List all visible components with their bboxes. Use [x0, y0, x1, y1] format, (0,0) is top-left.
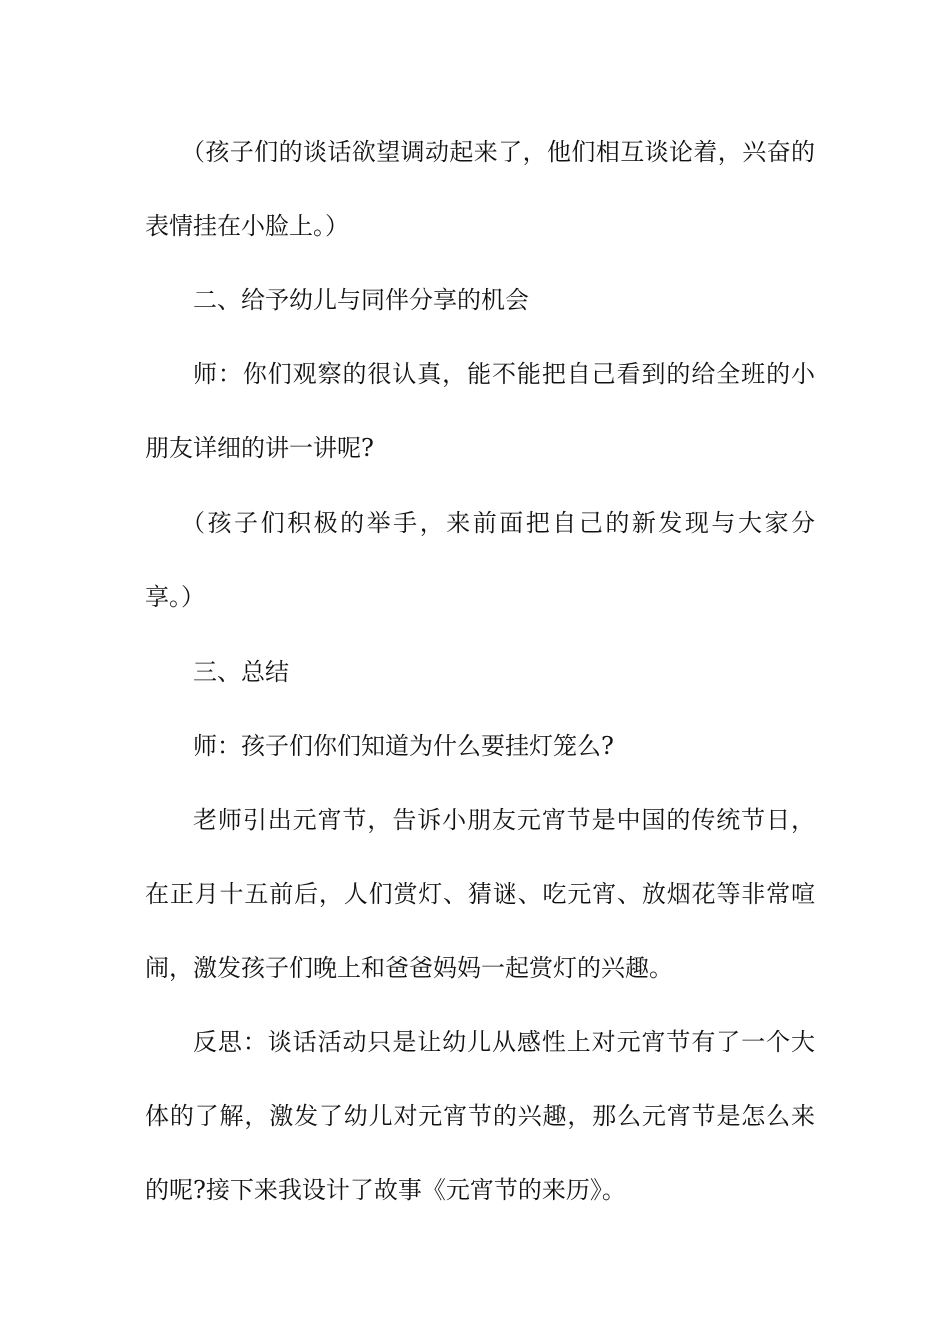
paragraph-line: （孩子们的谈话欲望调动起来了，他们相互谈论着，兴奋的 [181, 138, 815, 166]
section-heading: 二、给予幼儿与同伴分享的机会 [193, 286, 529, 314]
paragraph-line: 师：你们观察的很认真，能不能把自己看到的给全班的小 [193, 360, 815, 388]
section-heading: 三、总结 [193, 658, 289, 686]
paragraph-line: （孩子们积极的举手，来前面把自己的新发现与大家分 [181, 509, 815, 537]
paragraph-line: 朋友详细的讲一讲呢? [145, 434, 374, 462]
paragraph-line: 享。） [145, 583, 205, 611]
paragraph-line: 老师引出元宵节，告诉小朋友元宵节是中国的传统节日， [193, 806, 815, 834]
paragraph-line: 在正月十五前后，人们赏灯、猜谜、吃元宵、放烟花等非常喧 [145, 880, 815, 908]
paragraph-line: 师：孩子们你们知道为什么要挂灯笼么? [193, 732, 614, 760]
paragraph-line: 表情挂在小脸上。） [145, 212, 349, 240]
paragraph-line: 的呢?接下来我设计了故事《元宵节的来历》。 [145, 1176, 626, 1204]
paragraph-line: 反思：谈话活动只是让幼儿从感性上对元宵节有了一个大 [193, 1028, 815, 1056]
paragraph-line: 体的了解，激发了幼儿对元宵节的兴趣，那么元宵节是怎么来 [145, 1102, 815, 1130]
paragraph-line: 闹，激发孩子们晚上和爸爸妈妈一起赏灯的兴趣。 [145, 954, 673, 982]
